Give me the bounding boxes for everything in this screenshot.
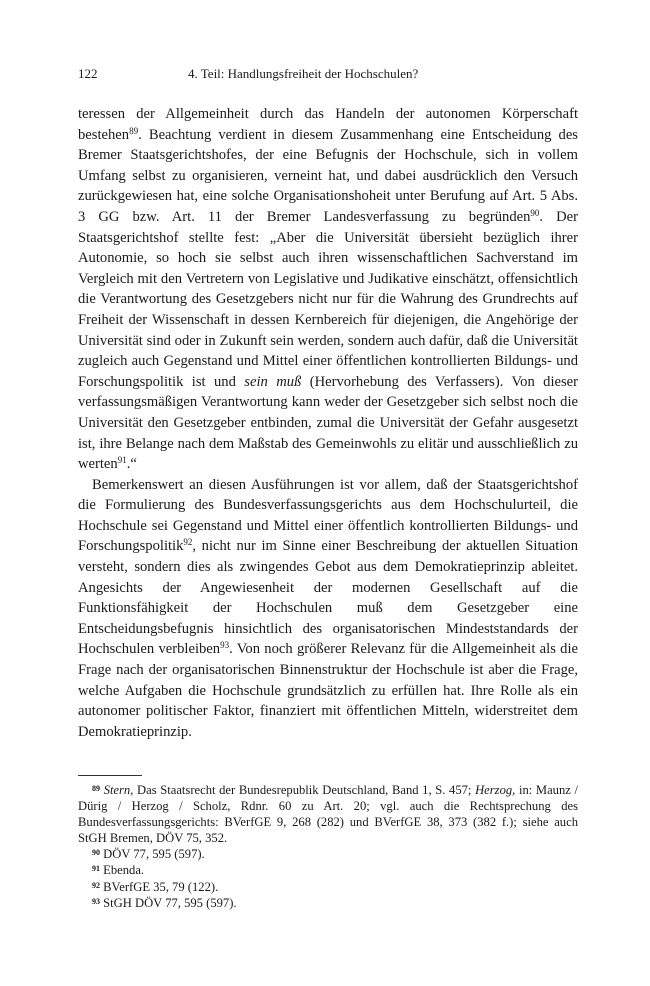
footnote-ref-91[interactable]: 91: [117, 455, 127, 466]
running-header: [78, 66, 578, 86]
body-text: [78, 104, 578, 742]
footnote-91: [78, 862, 578, 878]
footnote-text: Ebenda.: [103, 863, 145, 878]
footnote-89: [78, 782, 578, 846]
author-name: Stern: [103, 783, 131, 797]
footnote-ref-93[interactable]: 93: [220, 640, 230, 651]
footnote-92: [78, 879, 578, 895]
footnote-number: 93: [92, 896, 100, 906]
running-title: 4. Teil: Handlungsfreiheit der Hochschulen?: [188, 66, 419, 81]
footnote-text: StGH DÖV 77, 595 (597).: [103, 895, 237, 910]
footnote-number: 89: [92, 784, 100, 793]
paragraph-1: [78, 104, 578, 475]
footnote-ref-89[interactable]: 89: [129, 125, 139, 136]
paragraph-2: [78, 475, 578, 743]
footnote-text: , Das Staatsrecht der Bundesrepublik Deutschland, Band 1, S. 457;: [130, 783, 476, 797]
footnote-text: BVerfGE 35, 79 (122).: [103, 879, 219, 894]
text-run: Bemerkenswert an diesen Ausführungen ist vor allem, daß der Staatsgerichtshof die Formulierung des Bundesverfassungsgerichts aus dem Hochschulurteil, die Hochschule sei Gegenstand und Mittel einer öffentlich kontrollierten Bildungs- und Forschungspolitik: [78, 476, 578, 555]
text-run: , nicht nur im Sinne einer Beschreibung der aktuellen Situation versteht, sondern dies als zwingendes Gebot aus dem Demokratieprinzip ableitet. Angesichts der Angewiesenheit der modernen Gesellschaft auf die Funktionsfähigkeit der Hochschulen muß dem Gesetzgeber eine Entscheidungsbefugnis hinsichtlich des organisatorischen Mindeststandards der Hochschulen verbleiben: [78, 538, 578, 658]
footnote-divider: [78, 775, 142, 776]
text-run: .“: [126, 456, 137, 473]
footnote-90: [78, 846, 578, 862]
footnote-text: , in: Maunz / Dürig / Herzog / Scholz, Rdnr. 60 zu Art. 20; vgl. auch die Rechtsprechung des Bundesverfassungsgerichts: BVerfGE 9, 268 (282) und BVerfGE 38, 373 (382 f.); siehe auch StGH Bremen, DÖV 75, 352.: [78, 783, 578, 846]
page-number: 122: [78, 66, 98, 81]
text-run: teressen der Allgemeinheit durch das Handeln der autonomen Körperschaft bestehen: [78, 106, 578, 143]
footnote-text: DÖV 77, 595 (597).: [103, 847, 205, 862]
text-run: . Der Staatsgerichtshof stellte fest: „Aber die Universität übersieht bezüglich ihrer Autonomie, so hoch sie selbst auch ihren wissenschaftlichen Sachverstand im Vergleich mit den Vertretern von Legislative und Judikative einschätzt, offensichtlich die Verantwortung des Gesetzgebers nicht nur für die Wahrung des Grundrechts auf Freiheit der Wissenschaft in dessen Kernbereich für diejenigen, die Angehörige der Universität sind oder in Zukunft sein werden, sondern auch dafür, daß die Universität zugleich auch Gegenstand und Mittel einer öffentlichen kontrollierten Bildungs- und Forschungspolitik ist und: [78, 208, 578, 390]
footnote-ref-90[interactable]: 90: [530, 207, 540, 218]
footnote-number: 90: [92, 848, 100, 858]
footnote-number: 92: [92, 880, 100, 890]
footnote-93: [78, 895, 578, 911]
footnote-ref-92[interactable]: 92: [183, 537, 193, 548]
text-run: (Hervorhebung des Verfassers). Von dieser verfassungsmäßigen Verantwortung kann weder der Gesetzgeber sich selbst noch die Universität den Gesetzgeber entbinden, zumal die Universität der Gefahr ausgesetzt ist, ihre Belange nach dem Maßstab des Gemeinwohls zu elitär und ausschließlich zu werten: [78, 373, 578, 473]
emphasis: sein muß: [244, 373, 302, 390]
author-name: Herzog: [475, 783, 513, 797]
text-run: . Von noch größerer Relevanz für die Allgemeinheit als die Frage nach der organisatorischen Binnenstruktur der Hochschule ist aber die Frage, welche Aufgaben die Hochschule grundsätzlich zu erfüllen hat. Ihre Rolle als ein autonomer politischer Faktor, finanziert mit öffentlichen Mitteln, widerstreitet dem Demokratieprinzip.: [78, 641, 578, 740]
footnotes: [78, 782, 578, 911]
footnote-number: 91: [92, 864, 100, 874]
text-run: . Beachtung verdient in diesem Zusammenhang eine Entscheidung des Bremer Staatsgerichtshofes, der eine Befugnis der Hochschule, sich in vollem Umfang selbst zu organisieren, verneint hat, und dabei ausdrücklich den Versuch zurückgewiesen hat, eine solche Organisationshoheit unter Berufung auf Art. 5 Abs. 3 GG bzw. Art. 11 der Bremer Landesverfassung zu begründen: [78, 126, 578, 225]
